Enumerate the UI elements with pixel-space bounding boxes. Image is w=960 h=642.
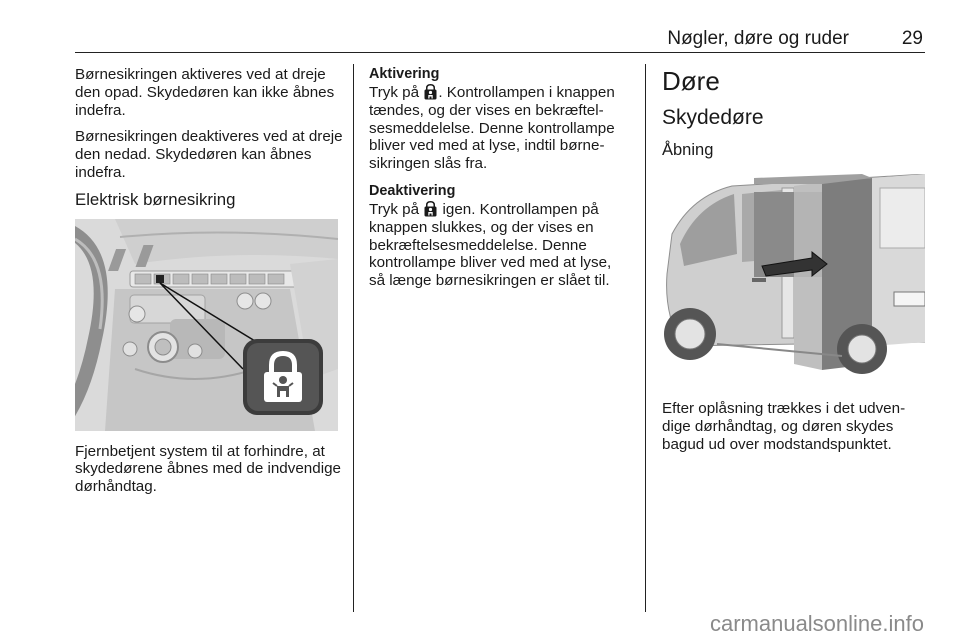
activation-text: Tryk på . Kontrollampen i knappen tændes, og der vises en bekræftelsesmeddelelse. Denne kontrollampe bliver ved med at lyse, indtil børnesikringen slås fra. [369, 84, 615, 173]
child-lock-icon [423, 83, 438, 100]
van-sliding-door-illustration [662, 174, 925, 386]
paragraph: Børnesikringen deaktiveres ved at dreje den nedad. Skydedøren kan åbnes indefra. [75, 128, 343, 181]
deactivation-text: Tryk på igen. Kontrollampen på knappen slukkes, og der vises en bekræftelsesmeddelelse. Denne kontrollampe bliver ved med at lyse, så længe børnesikringen er slået til. [369, 200, 612, 290]
page-header [75, 28, 925, 53]
column-divider [645, 64, 646, 612]
column-2 [369, 66, 631, 299]
section-heading: Elektrisk børnesikring [75, 189, 236, 209]
watermark: carmanualsonline.info [709, 611, 924, 636]
subsection-heading: Åbning [662, 141, 714, 159]
deactivation-heading: Deaktivering [369, 182, 456, 199]
section-heading: Skydedøre [662, 106, 764, 129]
paragraph: Børnesikringen aktiveres ved at dreje den opad. Skydedøren kan ikke åbnes indefra. [75, 66, 335, 119]
figure-caption: Fjernbetjent system til at forhindre, at skydedørene åbnes med de indvendige dørhåndtag. [75, 442, 341, 496]
dashboard-illustration [75, 219, 338, 431]
page-number: 29 [901, 28, 923, 49]
figure-caption: Efter oplåsning trækkes i det udvendige dørhåndtag, og døren skydes bagud ud over modstandspunktet. [662, 400, 906, 453]
chapter-heading: Døre [662, 66, 720, 96]
column-1 [75, 66, 345, 505]
column-3 [662, 66, 926, 462]
column-divider [353, 64, 354, 612]
activation-heading: Aktivering [369, 66, 440, 82]
header-title: Nøgler, døre og ruder [667, 28, 849, 49]
child-lock-icon [423, 200, 438, 217]
